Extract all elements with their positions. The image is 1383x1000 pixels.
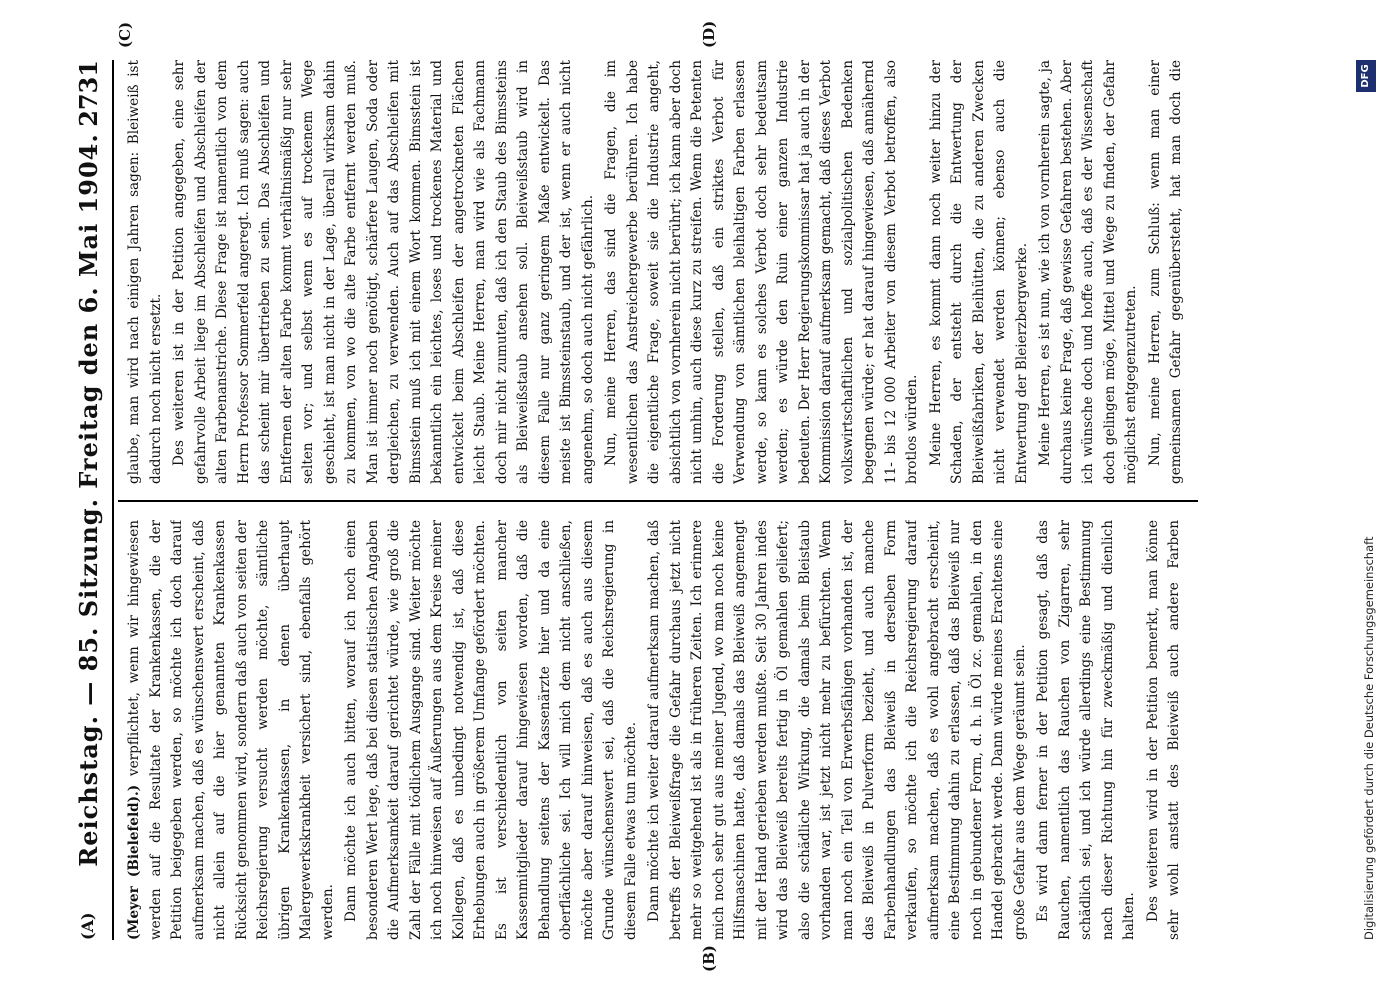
speaker-name: (Meyer (Bielefeld).) bbox=[126, 784, 142, 940]
paragraph: Meine Herren, es kommt dann noch weiter hinzu der Schaden, der entsteht durch die Entwertung der Bleiweißfabriken, der Bleihütten, die zu anderen Zwecken nicht verwendet werden können; ebenso auch die Entwertung der Bleierzbergwerke. bbox=[927, 60, 1030, 484]
left-column bbox=[124, 520, 1184, 940]
paragraph: Des weiteren wird in der Petition bemerkt, man könne sehr wohl anstatt des Bleiweiß auch andere Farben bbox=[1144, 520, 1182, 940]
speaker-line bbox=[124, 520, 339, 940]
header-rule bbox=[112, 60, 114, 940]
page-header bbox=[70, 60, 110, 940]
margin-mark-b: (B) bbox=[700, 945, 718, 972]
paragraph: Es wird dann ferner in der Petition gesagt, daß das Rauchen, namentlich das Rauchen von Zigarren, sehr schädlich sei, und ich würde allerdings eine Bestimmung nach dieser Richtung hin für zweckmäßig und dienlich halten. bbox=[1035, 520, 1137, 940]
page-title: Reichstag. — 85. Sitzung. Freitag den 6. Mai 1904. bbox=[74, 133, 103, 867]
paragraph: verpflichtet, wenn wir hingewiesen werden auf die Resultate der Krankenkassen, die der Petition beigegeben werden, so möchte ich doch darauf aufmerksam machen, daß es wünschenswert erscheint, daß nicht allein auf die hier genannten Krankenkassen Rücksicht genommen wird, sondern daß auch von seiten der Reichsregierung versucht werden möchte, sämtliche übrigen Krankenkassen, in denen überhaupt Malergewerkskrankheit versichert sind, ebenfalls gehört werden. bbox=[126, 520, 336, 940]
paragraph: Nun, meine Herren, das sind die Fragen, die im wesentlichen das Anstreichergewerbe berühren. Ich habe die eigentliche Frage, soweit sie die Industrie angeht, absichtlich von vornherein nicht berührt; ich kann aber doch nicht umhin, auch diese kurz zu streifen. Wenn die Petenten die Forderung stellen, daß ein striktes Verbot für Verwendung von sämtlichen bleihaltigen Farben erlassen werde, so kann es solches Verbot doch sehr bedeutsam werden; es würde den Ruin einer ganzen Industrie bedeuten. Der Herr Regierungskommissar hat ja auch in der Kommission darauf aufmerksam gemacht, daß dieses Verbot volkswirtschaftlichen und sozialpolitischen Bedenken begegnen würde; er hat darauf hingewiesen, daß annähernd 11- bis 12 000 Arbeiter von diesem Verbot betroffen, also brotlos würden. bbox=[603, 60, 920, 484]
margin-mark-a: (A) bbox=[78, 912, 97, 940]
digitization-credit: Digitalisierung gefördert durch die Deutsche Forschungsgemeinschaft bbox=[1362, 536, 1376, 940]
page-number: 2731 bbox=[74, 60, 103, 127]
paragraph: Meine Herren, es ist nun, wie ich von vornherein sagte, ja durchaus keine Frage, daß gewisse Gefahren bestehen. Aber ich wünsche doch und hoffe auch, daß es der Wissenschaft doch gelingen möge, Mittel und Wege zu finden, der Gefahr möglichst entgegenzutreten. bbox=[1037, 60, 1139, 484]
margin-mark-d: (D) bbox=[700, 20, 718, 48]
paragraph: Dann möchte ich weiter darauf aufmerksam machen, daß betreffs der Bleiweißfrage die Gefahr durchaus jetzt nicht mehr so weitgehend ist als in früheren Zeiten. Ich erinnere mich noch sehr gut aus meiner Jugend, wo man noch keine Hilfsmaschinen hatte, daß damals das Bleiweiß angemengt mit der Hand gerieben werden mußte. Seit 30 Jahren indes wird das Bleiweiß bereits fertig in Öl gemahlen geliefert; also die schädliche Wirkung, die damals beim Bleistaub vorhanden war, ist jetzt nicht mehr zu befürchten. Wenn man noch ein Teil von Erwerbsfähigen vorhanden ist, der das Bleiweiß in Pulverform bezieht, und auch manche Farbenhandlungen das Bleiweiß in derselben Form verkaufen, so möchte ich die Reichsregierung darauf aufmerksam machen, daß es wohl angebracht erscheint, eine Bestimmung dahin zu erlassen, daß das Bleiweiß nur noch in gebundener Form, d. h. in Öl zc. gemahlen, in den Handel gebracht werde. Dann würde meines Erachtens eine große Gefahr aus dem Wege geräumt sein. bbox=[646, 520, 1028, 940]
right-column bbox=[124, 60, 1184, 484]
column-divider bbox=[118, 500, 1198, 502]
paragraph: glaube, man wird nach einigen Jahren sagen: Bleiweiß ist dadurch noch nicht ersetzt. bbox=[126, 60, 164, 484]
dfg-logo: DFG bbox=[1356, 60, 1376, 92]
paragraph: Dann möchte ich auch bitten, worauf ich noch einen besonderen Wert lege, daß bei diesen statistischen Angaben die Aufmerksamkeit darauf gerichtet würde, wie groß die Zahl der Fälle mit tödlichem Ausgange sind. Weiter möchte ich noch hinweisen auf Äußerungen aus dem Kreise meiner Kollegen, daß es unbedingt notwendig ist, daß diese Erhebungen auch in größerem Umfange gefördert möchten. Es ist verschiedentlich von seiten mancher Kassenmitglieder darauf hingewiesen worden, daß die Behandlung seitens der Kassenärzte hier und da eine oberflächliche sei. Ich will mich dem nicht anschließen, möchte aber darauf hinweisen, daß es auch aus diesem Grunde wünschenswert sei, daß die Reichsregierung in diesem Falle etwas tun möchte. bbox=[343, 520, 639, 940]
paragraph: Des weiteren ist in der Petition angegeben, eine sehr gefahrvolle Arbeit liege im Abschleifen und Abschleifen der alten Farbenanstriche. Diese Frage ist namentlich von dem Herrn Professor Sommerfeld angeregt. Ich muß sagen: auch das scheint mir übertrieben zu sein. Das Abschleifen und Entfernen der alten Farbe kommt verhältnismäßig nur sehr selten vor; und selbst wenn es auf trockenem Wege geschieht, ist man nicht in der Lage, überall wirksam dahin zu kommen, von wo die alte Farbe entfernt werden muß. Man ist immer noch genötigt, schärfere Laugen, Soda oder dergleichen, zu verwenden. Auch auf das Abschleifen mit Bimsstein muß ich mit einem Wort kommen. Bimsstein ist bekanntlich ein leichtes, loses und trockenes Material und entwickelt beim Abschleifen der angetrockneten Flächen leicht Staub. Meine Herren, man wird wie als Fachmann doch mir nicht zumuten, daß ich den Staub des Bimssteins als Bleiweißstaub ansehen soll. Bleiweißstaub wird in diesem Falle nur ganz geringem Maße entwickelt. Das meiste ist Bimssteinstaub, und der ist, wenn er auch nicht angenehm, so doch auch nicht gefährlich. bbox=[171, 60, 596, 484]
margin-mark-c: (C) bbox=[116, 21, 134, 48]
paragraph: Nun, meine Herren, zum Schluß: wenn man einer gemeinsamen Gefahr gegenübersteht, hat man doch die bbox=[1146, 60, 1184, 484]
